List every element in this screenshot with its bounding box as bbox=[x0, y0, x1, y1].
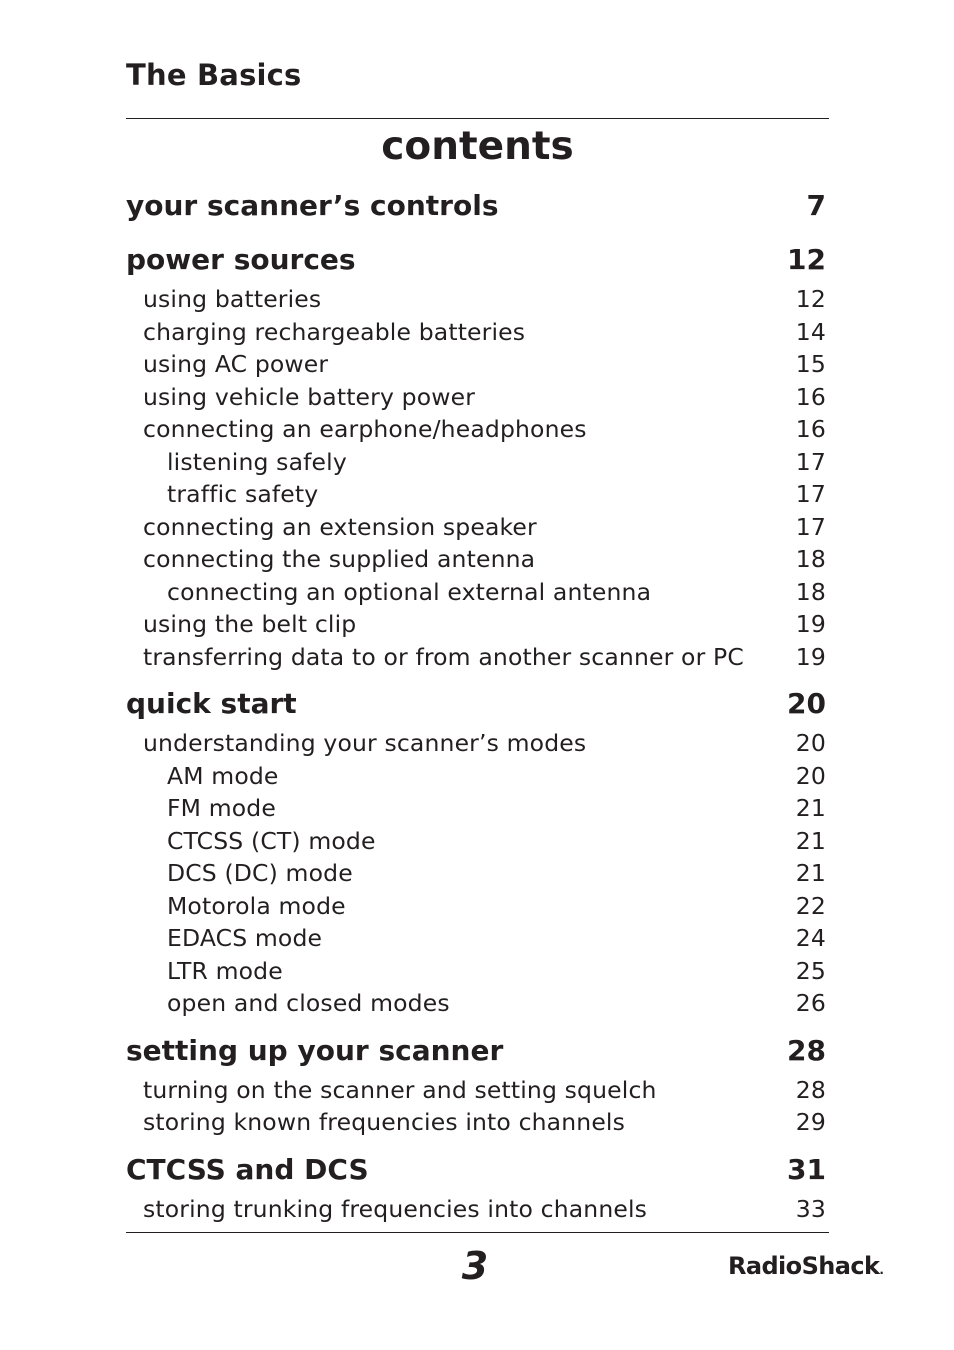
toc-entry-page: 17 bbox=[795, 480, 826, 508]
toc-entry-page: 20 bbox=[795, 761, 826, 790]
toc-entry bbox=[126, 381, 826, 414]
toc-entry-page: 17 bbox=[795, 512, 826, 541]
toc-chapter-entry bbox=[126, 1147, 826, 1193]
toc-entry-label: AM mode bbox=[167, 761, 279, 790]
toc-entry-label: using AC power bbox=[143, 350, 329, 378]
toc-chapter-entry bbox=[126, 237, 826, 283]
toc-entry-page: 18 bbox=[795, 545, 826, 573]
toc-entry-label: using batteries bbox=[143, 285, 322, 313]
toc-entry bbox=[126, 955, 826, 988]
brand-name: RadioShack bbox=[728, 1252, 880, 1280]
toc-entry bbox=[126, 576, 826, 609]
toc-entry-page: 16 bbox=[795, 382, 826, 411]
toc-entry bbox=[126, 413, 826, 446]
toc-entry-label: understanding your scanner’s modes bbox=[143, 729, 587, 757]
toc-entry-label: storing known frequencies into channels bbox=[143, 1108, 626, 1136]
top-rule bbox=[126, 118, 829, 119]
toc-entry bbox=[126, 511, 826, 544]
toc-entry-label: connecting an optional external antenna bbox=[167, 577, 652, 606]
bottom-rule bbox=[126, 1232, 829, 1233]
toc-entry bbox=[126, 478, 826, 511]
toc-entry-label: DCS (DC) mode bbox=[167, 859, 353, 887]
toc-entry-page: 16 bbox=[795, 415, 826, 443]
toc-entry bbox=[126, 1193, 826, 1226]
toc-entry bbox=[126, 922, 826, 955]
toc-entry bbox=[126, 1074, 826, 1107]
toc-entry-label: Motorola mode bbox=[167, 891, 346, 920]
toc-entry-label: CTCSS and DCS bbox=[126, 1152, 369, 1186]
toc-entry bbox=[126, 825, 826, 858]
toc-entry bbox=[126, 760, 826, 793]
toc-chapter-entry bbox=[126, 183, 826, 229]
toc-entry-page: 19 bbox=[795, 642, 826, 671]
toc-entry-page: 26 bbox=[795, 989, 826, 1017]
table-of-contents bbox=[126, 183, 826, 1225]
toc-entry-label: power sources bbox=[126, 243, 356, 276]
toc-entry-page: 17 bbox=[795, 447, 826, 476]
toc-entry-label: listening safely bbox=[167, 447, 347, 476]
toc-entry-page: 29 bbox=[795, 1108, 826, 1136]
toc-entry-page: 12 bbox=[787, 243, 826, 276]
toc-entry-label: using the belt clip bbox=[143, 610, 357, 638]
toc-entry-label: transferring data to or from another scanner or PC bbox=[143, 642, 744, 671]
toc-entry bbox=[126, 987, 826, 1020]
toc-entry-page: 21 bbox=[795, 859, 826, 887]
toc-entry-page: 33 bbox=[795, 1194, 826, 1223]
toc-entry-label: connecting an earphone/headphones bbox=[143, 415, 587, 443]
brand-logo bbox=[728, 1252, 883, 1280]
toc-entry-label: open and closed modes bbox=[167, 989, 450, 1017]
toc-entry-label: connecting the supplied antenna bbox=[143, 545, 536, 573]
toc-entry-label: your scanner’s controls bbox=[126, 189, 499, 222]
toc-entry-label: connecting an extension speaker bbox=[143, 512, 537, 541]
toc-entry bbox=[126, 1106, 826, 1139]
toc-entry bbox=[126, 890, 826, 923]
toc-entry bbox=[126, 283, 826, 316]
toc-entry bbox=[126, 641, 826, 674]
section-heading: The Basics bbox=[126, 58, 302, 92]
toc-entry-page: 12 bbox=[795, 285, 826, 313]
toc-entry-label: EDACS mode bbox=[167, 924, 323, 952]
toc-entry-label: storing trunking frequencies into channels bbox=[143, 1194, 648, 1223]
toc-entry-label: charging rechargeable batteries bbox=[143, 317, 526, 346]
toc-entry bbox=[126, 608, 826, 641]
toc-entry-page: 28 bbox=[787, 1033, 826, 1067]
brand-mark: . bbox=[879, 1263, 884, 1277]
toc-entry-label: traffic safety bbox=[167, 480, 319, 508]
toc-entry-page: 18 bbox=[795, 577, 826, 606]
toc-entry bbox=[126, 446, 826, 479]
toc-entry bbox=[126, 348, 826, 381]
toc-entry bbox=[126, 792, 826, 825]
toc-entry-label: CTCSS (CT) mode bbox=[167, 826, 376, 855]
toc-chapter-entry bbox=[126, 1028, 826, 1074]
toc-entry-page: 31 bbox=[787, 1152, 826, 1186]
toc-entry-page: 19 bbox=[795, 610, 826, 638]
toc-entry-page: 25 bbox=[795, 956, 826, 985]
page-title: contents bbox=[381, 124, 574, 169]
toc-entry-page: 22 bbox=[795, 891, 826, 920]
page-number: 3 bbox=[461, 1244, 489, 1288]
toc-entry bbox=[126, 543, 826, 576]
toc-entry-page: 20 bbox=[795, 729, 826, 757]
toc-entry-page: 28 bbox=[795, 1075, 826, 1104]
toc-entry bbox=[126, 316, 826, 349]
toc-entry bbox=[126, 857, 826, 890]
toc-entry-page: 14 bbox=[795, 317, 826, 346]
toc-entry-page: 20 bbox=[787, 687, 826, 720]
toc-entry-label: quick start bbox=[126, 687, 297, 720]
toc-entry-label: setting up your scanner bbox=[126, 1033, 504, 1067]
toc-entry-page: 7 bbox=[806, 189, 826, 222]
toc-entry-label: FM mode bbox=[167, 794, 276, 822]
toc-entry-page: 15 bbox=[795, 350, 826, 378]
toc-entry-page: 21 bbox=[795, 794, 826, 822]
toc-entry-label: turning on the scanner and setting squelch bbox=[143, 1075, 657, 1104]
toc-entry-page: 24 bbox=[795, 924, 826, 952]
toc-chapter-entry bbox=[126, 681, 826, 727]
toc-entry-label: LTR mode bbox=[167, 956, 283, 985]
toc-entry-label: using vehicle battery power bbox=[143, 382, 476, 411]
toc-entry-page: 21 bbox=[795, 826, 826, 855]
toc-entry bbox=[126, 727, 826, 760]
